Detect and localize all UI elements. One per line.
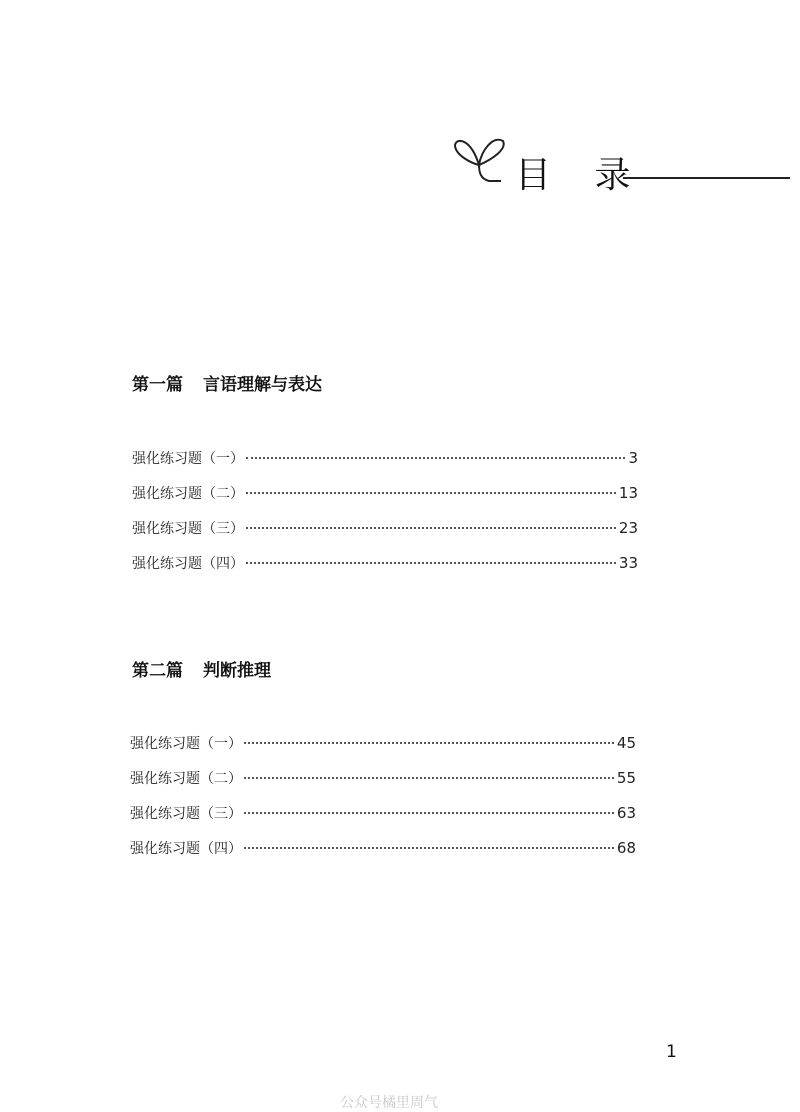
entry-page: 55 xyxy=(616,769,636,787)
entry-page: 13 xyxy=(618,484,638,502)
entry-page: 23 xyxy=(618,519,638,537)
watermark: 公众号橘里周气 xyxy=(340,1095,438,1111)
entry-label: 强化练习题（二） xyxy=(132,486,244,502)
dot-leader xyxy=(244,812,614,814)
toc-entry[interactable] xyxy=(132,448,638,468)
entry-page: 33 xyxy=(618,554,638,572)
entry-page: 68 xyxy=(616,839,636,857)
dot-leader xyxy=(244,847,614,849)
part-number: 第二篇 xyxy=(132,661,183,681)
dot-leader xyxy=(246,562,616,564)
toc-title: 目 录 xyxy=(515,155,647,196)
sprout-icon xyxy=(445,125,515,195)
entry-page: 3 xyxy=(628,449,638,467)
part-title: 判断推理 xyxy=(203,661,271,681)
toc-entry[interactable] xyxy=(130,838,636,858)
dot-leader xyxy=(246,457,625,459)
entry-label: 强化练习题（一） xyxy=(132,451,244,467)
toc-entry[interactable] xyxy=(130,768,636,788)
toc-header xyxy=(445,125,795,205)
title-rule xyxy=(623,177,790,179)
entry-label: 强化练习题（二） xyxy=(130,771,242,787)
part-heading xyxy=(132,370,322,395)
toc-entry[interactable] xyxy=(130,733,636,753)
part-heading xyxy=(132,656,271,681)
page-number: 1 xyxy=(666,1042,677,1062)
entry-page: 63 xyxy=(616,804,636,822)
entry-label: 强化练习题（四） xyxy=(132,556,244,572)
dot-leader xyxy=(246,527,616,529)
toc-entry[interactable] xyxy=(132,483,638,503)
dot-leader xyxy=(246,492,616,494)
entry-label: 强化练习题（三） xyxy=(130,806,242,822)
part-title: 言语理解与表达 xyxy=(203,375,322,395)
toc-entry[interactable] xyxy=(132,553,638,573)
toc-entry[interactable] xyxy=(132,518,638,538)
entry-label: 强化练习题（四） xyxy=(130,841,242,857)
part-number: 第一篇 xyxy=(132,375,183,395)
entry-page: 45 xyxy=(616,734,636,752)
dot-leader xyxy=(244,742,614,744)
toc-entry[interactable] xyxy=(130,803,636,823)
entry-label: 强化练习题（三） xyxy=(132,521,244,537)
entry-label: 强化练习题（一） xyxy=(130,736,242,752)
dot-leader xyxy=(244,777,614,779)
